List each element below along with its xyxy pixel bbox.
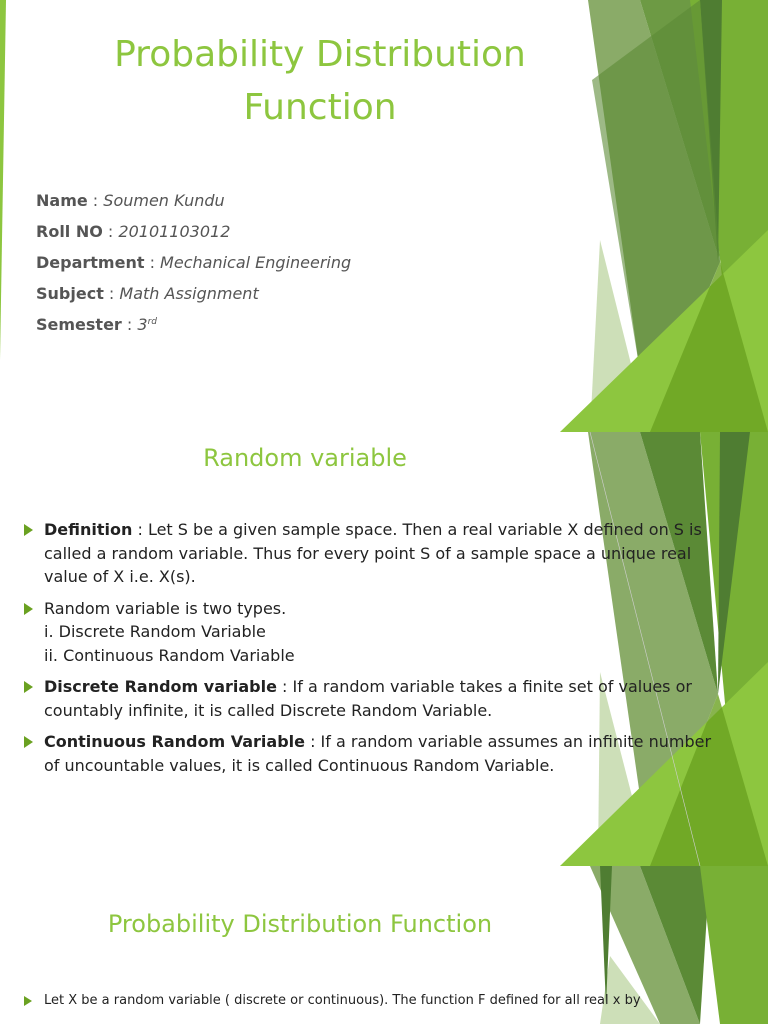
types-continuous: ii. Continuous Random Variable bbox=[44, 645, 295, 665]
name-field: Name : Soumen Kundu bbox=[36, 191, 225, 210]
department-field: Department : Mechanical Engineering bbox=[36, 253, 352, 272]
slide-3-title: Probability Distribution Function bbox=[107, 910, 493, 938]
semester-suffix: rd bbox=[147, 317, 157, 327]
discrete-sep: : bbox=[276, 677, 293, 696]
bullet-arrow-icon bbox=[24, 524, 33, 536]
definition-term: Definition bbox=[44, 520, 133, 539]
discrete-term: Discrete Random variable bbox=[44, 677, 277, 696]
semester-label: Semester bbox=[36, 315, 122, 334]
semester-field: Semester : 3rd bbox=[36, 315, 157, 334]
slide-3 bbox=[0, 866, 768, 1024]
bullet-arrow-icon bbox=[24, 996, 32, 1006]
subject-label: Subject bbox=[36, 284, 104, 303]
bullet-arrow-icon bbox=[24, 681, 33, 693]
definition-text: Let S be a given sample space. Then a real variable X defined on S is called a random variable. Thus for every point S of a sample space a unique real value of X i.e. X(s). bbox=[44, 520, 702, 586]
bullet-discrete bbox=[24, 675, 724, 722]
subject-value: Math Assignment bbox=[119, 284, 259, 303]
continuous-text: If a random variable assumes an infinite number of uncountable values, it is called Continuous Random Variable. bbox=[44, 732, 712, 775]
name-label: Name bbox=[36, 191, 88, 210]
roll-label: Roll NO bbox=[36, 222, 103, 241]
semester-value: 3 bbox=[137, 315, 148, 334]
slide-1 bbox=[0, 0, 768, 432]
continuous-term: Continuous Random Variable bbox=[44, 732, 305, 751]
department-label: Department bbox=[36, 253, 145, 272]
slide-1-title: Probability Distribution Function bbox=[114, 34, 526, 128]
roll-field: Roll NO : 20101103012 bbox=[36, 222, 231, 241]
slide-3-bullet-text: Let X be a random variable ( discrete or continuous). The function F defined for all real x by bbox=[44, 993, 641, 1008]
slide-2 bbox=[0, 432, 768, 866]
slide-3-bullet bbox=[24, 992, 644, 1009]
definition-sep: : bbox=[132, 520, 148, 539]
slide-2-title: Random variable bbox=[203, 444, 407, 472]
name-value: Soumen Kundu bbox=[103, 191, 225, 210]
slide-2-bullet-list bbox=[24, 518, 724, 777]
department-value: Mechanical Engineering bbox=[160, 253, 352, 272]
subject-field: Subject : Math Assignment bbox=[36, 284, 259, 303]
discrete-text: If a random variable takes a finite set of values or countably infinite, it is called Discrete Random Variable. bbox=[44, 677, 692, 720]
bullet-continuous bbox=[24, 730, 724, 777]
continuous-sep: : bbox=[304, 732, 321, 751]
roll-value: 20101103012 bbox=[118, 222, 231, 241]
types-discrete: i. Discrete Random Variable bbox=[44, 622, 266, 641]
bullet-types bbox=[24, 597, 724, 668]
types-intro: Random variable is two types. bbox=[44, 598, 287, 618]
bullet-arrow-icon bbox=[24, 603, 33, 615]
bullet-definition bbox=[24, 518, 724, 589]
bullet-arrow-icon bbox=[24, 736, 33, 748]
